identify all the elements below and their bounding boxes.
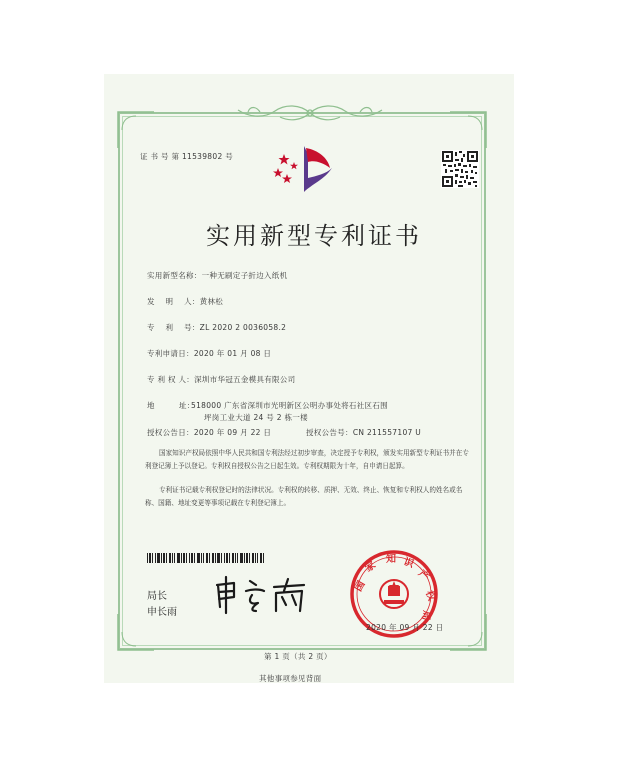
corner-ornament-br: [448, 612, 488, 652]
paragraph-legal-status: 专利证书记载专利权登记时的法律状况。专利权的转移、质押、无效、终止、恢复和专利权人的姓名或名称、国籍、地址变更等事项记载在专利登记簿上。: [145, 486, 463, 507]
corner-ornament-tl: [116, 110, 156, 150]
field-value: 黄林松: [199, 297, 224, 306]
svg-text:识: 识: [401, 556, 416, 571]
corner-ornament-bl: [116, 612, 156, 652]
field-patentee: [147, 374, 295, 385]
certificate-title: 实用新型专利证书: [206, 222, 422, 250]
field-announcement-number: [306, 427, 421, 438]
qr-code: [441, 150, 479, 188]
svg-text:知: 知: [386, 554, 396, 565]
field-patent-number: [147, 322, 286, 333]
field-application-date: [147, 348, 271, 359]
field-value: 2020 年 01 月 08 日: [193, 349, 272, 358]
field-label: 专 利 权 人：: [147, 375, 195, 384]
field-inventor: [147, 296, 223, 307]
svg-text:家: 家: [363, 559, 378, 575]
certificate-number: [140, 151, 233, 162]
field-value: ZL 2020 2 0036058.2: [199, 323, 287, 332]
director-title: 局长: [147, 591, 167, 602]
svg-text:产: 产: [415, 568, 431, 584]
field-label: 实用新型名称：: [147, 271, 202, 280]
field-utility-name: [147, 270, 287, 281]
corner-ornament-tr: [448, 110, 488, 150]
cnipa-logo-icon: [270, 140, 340, 200]
field-value: 深圳市华冠五金模具有限公司: [194, 375, 296, 384]
barcode: [147, 553, 265, 563]
field-address-label: 地 址：: [147, 401, 195, 410]
page-info: 第 1 页（共 2 页）: [264, 652, 332, 661]
field-label: 专利申请日：: [147, 349, 194, 358]
svg-text:国: 国: [353, 579, 368, 594]
field-address-line1: 518000 广东省深圳市光明新区公明办事处将石社区石围: [191, 401, 388, 410]
certificate-number-suffix: 号: [225, 152, 234, 161]
field-label: 专 利 号：: [147, 323, 200, 332]
field-label: 授权公告日：: [147, 428, 194, 437]
field-announcement-date: [147, 427, 271, 438]
field-label: 发 明 人：: [147, 297, 200, 306]
svg-text:局: 局: [419, 609, 432, 622]
field-value: CN 211557107 U: [352, 428, 422, 437]
director-name: 申长雨: [147, 607, 177, 618]
certificate-number-value: 11539802: [181, 152, 223, 161]
footer-note: 其他事项参见背面: [259, 674, 322, 683]
seal-date: 2020 年 09 月 22 日: [366, 623, 444, 632]
field-value: 一种无刷定子折边入纸机: [201, 271, 288, 280]
director-signature: [212, 575, 317, 615]
paragraph-grant: 国家知识产权局依照中华人民共和国专利法经过初步审查，决定授予专利权，颁发实用新型专利证书并在专利登记簿上予以登记。专利权自授权公告之日起生效。专利权期限为十年，自申请日起算。: [145, 449, 469, 470]
field-value: 2020 年 09 月 22 日: [193, 428, 272, 437]
field-address-line2: 坪岗工业大道 24 号 2 栋一楼: [204, 413, 308, 422]
field-label: 授权公告号：: [306, 428, 353, 437]
top-ornament: [230, 102, 390, 124]
certificate-number-label: 证 书 号 第: [140, 152, 180, 161]
svg-text:权: 权: [423, 589, 437, 603]
